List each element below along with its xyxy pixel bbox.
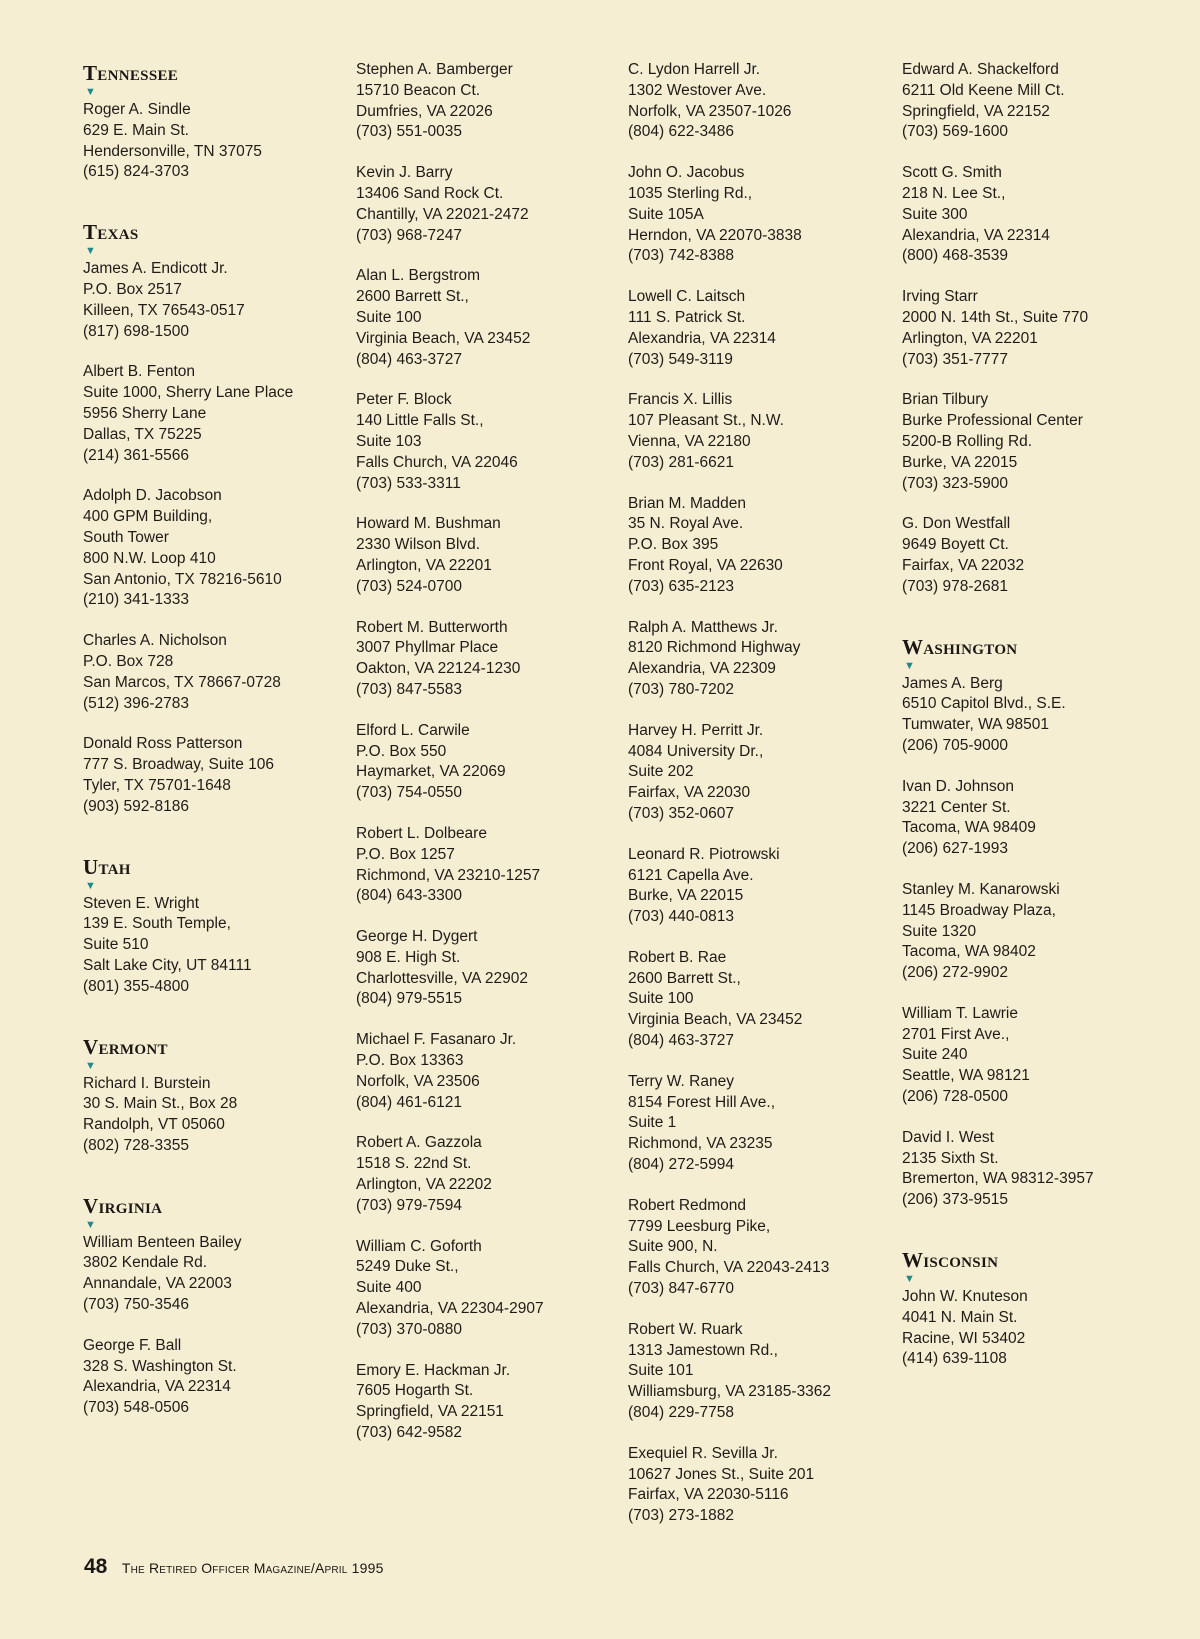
down-triangle-icon: ▼ [85, 1218, 96, 1231]
entry-address-line: Suite 510 [83, 936, 149, 954]
directory-entry [902, 674, 1172, 757]
entry-address-line: Suite 400 [356, 1279, 422, 1297]
directory-column-3 [628, 60, 898, 1563]
directory-entry [356, 1361, 626, 1444]
entry-name: Ralph A. Matthews Jr. [628, 618, 778, 636]
entry-phone: (703) 750-3546 [83, 1296, 189, 1314]
state-section-wisconsin [902, 1247, 1172, 1370]
entry-name: Harvey H. Perritt Jr. [628, 721, 764, 739]
entry-address-line: 3007 Phyllmar Place [356, 639, 499, 657]
entry-address-line: Norfolk, VA 23507-1026 [628, 102, 792, 120]
entry-name: John W. Knuteson [902, 1288, 1028, 1306]
entry-address-line: Tyler, TX 75701-1648 [83, 776, 231, 794]
entry-phone: (804) 622-3486 [628, 123, 734, 141]
entry-address-line: Suite 103 [356, 432, 422, 450]
entry-address-line: Suite 105A [628, 205, 704, 223]
directory-entry [628, 1072, 898, 1176]
entry-name: Albert B. Fenton [83, 363, 196, 381]
entry-address-line: Herndon, VA 22070-3838 [628, 226, 802, 244]
entry-address-line: Suite 100 [356, 308, 422, 326]
page-footer [84, 1555, 384, 1579]
entry-name: Emory E. Hackman Jr. [356, 1361, 511, 1379]
down-triangle-icon: ▼ [904, 659, 915, 672]
entry-phone: (804) 463-3727 [628, 1032, 734, 1050]
entry-address-line: Salt Lake City, UT 84111 [83, 956, 252, 974]
entry-address-line: 3802 Kendale Rd. [83, 1254, 208, 1272]
directory-entry [83, 362, 353, 466]
state-section-texas [83, 219, 353, 817]
entry-address-line: 400 GPM Building, [83, 508, 213, 526]
directory-entry [628, 618, 898, 701]
entry-phone: (703) 548-0506 [83, 1399, 189, 1417]
entry-address-line: 7799 Leesburg Pike, [628, 1217, 771, 1235]
entry-phone: (703) 635-2123 [628, 577, 734, 595]
down-triangle-icon: ▼ [904, 1273, 915, 1286]
entry-address-line: 4084 University Dr., [628, 742, 764, 760]
entry-phone: (804) 272-5994 [628, 1156, 734, 1174]
entry-name: William Benteen Bailey [83, 1233, 242, 1251]
entry-address-line: 5200-B Rolling Rd. [902, 432, 1033, 450]
entry-address-line: Suite 240 [902, 1046, 968, 1064]
state-heading: Virginia [83, 1193, 163, 1218]
entry-address-line: 35 N. Royal Ave. [628, 515, 744, 533]
entry-name: George H. Dygert [356, 928, 478, 946]
entry-address-line: 1518 S. 22nd St. [356, 1155, 472, 1173]
directory-entry [902, 163, 1172, 267]
entry-address-line: Hendersonville, TN 37075 [83, 142, 262, 160]
entry-address-line: Virginia Beach, VA 23452 [628, 1011, 803, 1029]
directory-entry [83, 259, 353, 342]
entry-address-line: Alexandria, VA 22314 [902, 226, 1050, 244]
directory-entry [628, 948, 898, 1052]
entry-name: Robert A. Gazzola [356, 1134, 482, 1152]
entry-address-line: P.O. Box 1257 [356, 845, 455, 863]
entry-address-line: Suite 1000, Sherry Lane Place [83, 384, 294, 402]
directory-entry [902, 60, 1172, 143]
entry-name: Exequiel R. Sevilla Jr. [628, 1444, 778, 1462]
directory-entry [83, 1336, 353, 1419]
directory-entry [83, 100, 353, 183]
entry-address-line: 139 E. South Temple, [83, 915, 231, 933]
entry-name: Robert B. Rae [628, 948, 727, 966]
entry-address-line: Suite 300 [902, 205, 968, 223]
publication-title: The Retired Officer Magazine/April 1995 [121, 1560, 384, 1576]
entry-phone: (804) 461-6121 [356, 1093, 462, 1111]
directory-entry [628, 1444, 898, 1527]
entry-address-line: San Marcos, TX 78667-0728 [83, 673, 281, 691]
entry-phone: (801) 355-4800 [83, 977, 189, 995]
entry-address-line: 6121 Capella Ave. [628, 866, 754, 884]
entry-address-line: 328 S. Washington St. [83, 1357, 237, 1375]
entry-name: Steven E. Wright [83, 894, 200, 912]
entry-name: Adolph D. Jacobson [83, 487, 222, 505]
directory-column-4 [902, 60, 1172, 1406]
entry-address-line: 2000 N. 14th St., Suite 770 [902, 308, 1089, 326]
entry-address-line: 10627 Jones St., Suite 201 [628, 1465, 815, 1483]
entry-address-line: 777 S. Broadway, Suite 106 [83, 756, 275, 774]
entry-phone: (206) 728-0500 [902, 1088, 1008, 1106]
directory-entry [628, 494, 898, 598]
entry-phone: (703) 351-7777 [902, 350, 1008, 368]
down-triangle-icon: ▼ [85, 86, 96, 98]
entry-address-line: P.O. Box 13363 [356, 1052, 464, 1070]
entry-name: Robert W. Ruark [628, 1320, 743, 1338]
entry-address-line: 2600 Barrett St., [356, 288, 469, 306]
entry-name: John O. Jacobus [628, 164, 745, 182]
entry-phone: (703) 979-7594 [356, 1196, 462, 1214]
entry-phone: (703) 754-0550 [356, 784, 462, 802]
directory-entry [83, 734, 353, 817]
directory-entry [902, 777, 1172, 860]
entry-name: Lowell C. Laitsch [628, 288, 746, 306]
directory-entry [628, 163, 898, 267]
entry-address-line: Falls Church, VA 22046 [356, 453, 518, 471]
directory-entry [356, 927, 626, 1010]
entry-address-line: Tumwater, WA 98501 [902, 716, 1050, 734]
entry-address-line: San Antonio, TX 78216-5610 [83, 570, 282, 588]
entry-address-line: Vienna, VA 22180 [628, 432, 751, 450]
entry-address-line: Killeen, TX 76543-0517 [83, 301, 245, 319]
entry-name: Donald Ross Patterson [83, 735, 243, 753]
state-section-continued [902, 60, 1172, 598]
entry-name: Stephen A. Bamberger [356, 61, 513, 78]
entry-address-line: Burke, VA 22015 [902, 453, 1018, 471]
entry-address-line: Dallas, TX 75225 [83, 425, 202, 443]
entry-address-line: Fairfax, VA 22032 [902, 556, 1025, 574]
entry-phone: (703) 742-8388 [628, 247, 734, 265]
directory-entry [356, 824, 626, 907]
entry-address-line: Fairfax, VA 22030 [628, 784, 751, 802]
directory-entry [83, 631, 353, 714]
entry-address-line: Alexandria, VA 22309 [628, 660, 776, 678]
directory-entry [628, 1320, 898, 1424]
entry-phone: (206) 373-9515 [902, 1191, 1008, 1209]
entry-phone: (802) 728-3355 [83, 1136, 189, 1154]
entry-address-line: Tacoma, WA 98409 [902, 819, 1036, 837]
entry-name: Scott G. Smith [902, 164, 1002, 182]
entry-address-line: 1035 Sterling Rd., [628, 184, 753, 202]
directory-entry [628, 845, 898, 928]
state-heading: Vermont [83, 1034, 168, 1059]
directory-entry [628, 390, 898, 473]
entry-address-line: 13406 Sand Rock Ct. [356, 184, 504, 202]
state-section-tennessee [83, 60, 353, 183]
entry-phone: (214) 361-5566 [83, 446, 189, 464]
entry-phone: (703) 968-7247 [356, 226, 462, 244]
entry-address-line: Springfield, VA 22152 [902, 102, 1050, 120]
entry-phone: (703) 642-9582 [356, 1424, 462, 1442]
entry-address-line: Virginia Beach, VA 23452 [356, 329, 531, 347]
entry-phone: (703) 569-1600 [902, 123, 1008, 141]
entry-phone: (804) 463-3727 [356, 350, 462, 368]
directory-entry [356, 618, 626, 701]
entry-address-line: Falls Church, VA 22043-2413 [628, 1259, 830, 1277]
directory-entry [902, 1128, 1172, 1211]
directory-entry [356, 514, 626, 597]
directory-entry [356, 390, 626, 494]
directory-column-2 [356, 60, 626, 1480]
state-heading: Wisconsin [902, 1248, 999, 1273]
entry-phone: (703) 440-0813 [628, 908, 734, 926]
entry-address-line: Suite 100 [628, 990, 694, 1008]
entry-address-line: 140 Little Falls St., [356, 412, 484, 430]
entry-address-line: 8120 Richmond Highway [628, 639, 801, 657]
entry-phone: (703) 273-1882 [628, 1507, 734, 1525]
state-heading: Texas [83, 220, 139, 245]
directory-entry [356, 266, 626, 370]
entry-address-line: Chantilly, VA 22021-2472 [356, 205, 529, 223]
entry-address-line: P.O. Box 550 [356, 742, 447, 760]
entry-address-line: 5956 Sherry Lane [83, 404, 207, 422]
entry-phone: (512) 396-2783 [83, 694, 189, 712]
state-heading: Tennessee [83, 61, 179, 85]
entry-address-line: P.O. Box 395 [628, 536, 719, 554]
directory-column-1 [83, 60, 353, 1455]
directory-entry [83, 1233, 353, 1316]
directory-entry [83, 486, 353, 611]
entry-name: Robert Redmond [628, 1196, 747, 1214]
directory-entry [356, 1133, 626, 1216]
entry-name: James A. Berg [902, 674, 1003, 692]
directory-entry [628, 721, 898, 825]
entry-phone: (703) 281-6621 [628, 453, 734, 471]
state-section-utah [83, 854, 353, 998]
entry-address-line: 30 S. Main St., Box 28 [83, 1095, 238, 1113]
entry-name: Howard M. Bushman [356, 515, 501, 533]
entry-address-line: 3221 Center St. [902, 798, 1011, 816]
entry-name: Brian M. Madden [628, 494, 747, 512]
directory-entry [628, 1196, 898, 1300]
directory-entry [83, 1074, 353, 1157]
entry-address-line: 1145 Broadway Plaza, [902, 901, 1056, 919]
entry-name: Stanley M. Kanarowski [902, 880, 1060, 898]
entry-address-line: 2330 Wilson Blvd. [356, 536, 481, 554]
entry-name: Alan L. Bergstrom [356, 267, 481, 285]
entry-address-line: Richmond, VA 23210-1257 [356, 866, 541, 884]
entry-name: David I. West [902, 1128, 994, 1146]
entry-address-line: 908 E. High St. [356, 948, 461, 966]
directory-entry [83, 894, 353, 998]
entry-address-line: P.O. Box 2517 [83, 280, 182, 298]
directory-entry [628, 287, 898, 370]
entry-address-line: Suite 1 [628, 1114, 677, 1132]
entry-address-line: Racine, WI 53402 [902, 1329, 1026, 1347]
entry-address-line: Burke Professional Center [902, 412, 1083, 430]
entry-address-line: 6510 Capitol Blvd., S.E. [902, 695, 1066, 713]
directory-entry [356, 721, 626, 804]
entry-address-line: Seattle, WA 98121 [902, 1067, 1030, 1085]
entry-phone: (703) 352-0607 [628, 804, 734, 822]
entry-phone: (804) 229-7758 [628, 1404, 734, 1422]
entry-name: Robert M. Butterworth [356, 618, 508, 636]
entry-phone: (206) 272-9902 [902, 964, 1008, 982]
down-triangle-icon: ▼ [85, 245, 96, 258]
entry-address-line: 629 E. Main St. [83, 121, 189, 139]
entry-address-line: Springfield, VA 22151 [356, 1403, 504, 1421]
entry-address-line: Randolph, VT 05060 [83, 1116, 225, 1134]
entry-address-line: Charlottesville, VA 22902 [356, 969, 529, 987]
entry-address-line: 1313 Jamestown Rd., [628, 1341, 778, 1359]
entry-name: Michael F. Fasanaro Jr. [356, 1031, 517, 1049]
directory-entry [628, 60, 898, 143]
entry-address-line: 2135 Sixth St. [902, 1149, 999, 1167]
entry-name: George F. Ball [83, 1336, 182, 1354]
entry-phone: (206) 627-1993 [902, 840, 1008, 858]
down-triangle-icon: ▼ [85, 1059, 96, 1072]
entry-address-line: Dumfries, VA 22026 [356, 102, 493, 120]
directory-entry [902, 880, 1172, 984]
entry-address-line: Alexandria, VA 22314 [83, 1378, 231, 1396]
entry-name: Roger A. Sindle [83, 101, 191, 118]
directory-entry [356, 60, 626, 143]
state-section-washington [902, 634, 1172, 1212]
entry-address-line: 4041 N. Main St. [902, 1308, 1018, 1326]
entry-name: William C. Goforth [356, 1237, 482, 1255]
entry-address-line: Alexandria, VA 22304-2907 [356, 1300, 544, 1318]
entry-address-line: 9649 Boyett Ct. [902, 536, 1009, 554]
entry-address-line: 2701 First Ave., [902, 1025, 1010, 1043]
entry-name: William T. Lawrie [902, 1004, 1018, 1022]
entry-address-line: Bremerton, WA 98312-3957 [902, 1170, 1094, 1188]
entry-address-line: Annandale, VA 22003 [83, 1275, 232, 1293]
directory-entry [356, 1237, 626, 1341]
entry-address-line: Fairfax, VA 22030-5116 [628, 1486, 789, 1504]
entry-phone: (703) 847-6770 [628, 1280, 734, 1298]
directory-entry [356, 163, 626, 246]
entry-address-line: 2600 Barrett St., [628, 969, 741, 987]
entry-name: Ivan D. Johnson [902, 777, 1015, 795]
entry-name: Francis X. Lillis [628, 391, 733, 409]
entry-phone: (703) 847-5583 [356, 680, 462, 698]
entry-address-line: Front Royal, VA 22630 [628, 556, 783, 574]
state-section-vermont [83, 1034, 353, 1157]
state-section-virginia [83, 1193, 353, 1419]
entry-name: Robert L. Dolbeare [356, 824, 487, 842]
entry-name: C. Lydon Harrell Jr. [628, 61, 761, 78]
entry-phone: (615) 824-3703 [83, 163, 189, 181]
down-triangle-icon: ▼ [85, 879, 96, 892]
entry-address-line: Tacoma, WA 98402 [902, 943, 1036, 961]
entry-address-line: 7605 Hogarth St. [356, 1382, 474, 1400]
entry-name: Leonard R. Piotrowski [628, 845, 780, 863]
entry-address-line: 800 N.W. Loop 410 [83, 549, 216, 567]
entry-name: Brian Tilbury [902, 391, 989, 409]
directory-entry [902, 287, 1172, 370]
entry-address-line: 5249 Duke St., [356, 1258, 459, 1276]
state-section-continued [356, 60, 626, 1444]
directory-entry [902, 1004, 1172, 1108]
entry-phone: (804) 979-5515 [356, 990, 462, 1008]
entry-phone: (703) 780-7202 [628, 680, 734, 698]
entry-phone: (703) 533-3311 [356, 474, 461, 492]
directory-entry [902, 514, 1172, 597]
entry-phone: (210) 341-1333 [83, 591, 189, 609]
entry-address-line: Arlington, VA 22201 [356, 556, 492, 574]
entry-phone: (703) 551-0035 [356, 123, 462, 141]
entry-name: Peter F. Block [356, 391, 452, 409]
entry-phone: (703) 370-0880 [356, 1320, 462, 1338]
entry-address-line: Arlington, VA 22201 [902, 329, 1038, 347]
entry-address-line: P.O. Box 728 [83, 652, 174, 670]
entry-address-line: 8154 Forest Hill Ave., [628, 1093, 776, 1111]
entry-address-line: 111 S. Patrick St. [628, 308, 746, 326]
entry-name: Charles A. Nicholson [83, 632, 227, 650]
entry-address-line: Alexandria, VA 22314 [628, 329, 776, 347]
entry-phone: (703) 524-0700 [356, 577, 462, 595]
entry-phone: (903) 592-8186 [83, 797, 189, 815]
entry-name: Edward A. Shackelford [902, 61, 1059, 78]
entry-address-line: 1302 Westover Ave. [628, 81, 767, 99]
directory-entry [902, 1287, 1172, 1370]
entry-phone: (817) 698-1500 [83, 322, 189, 340]
entry-address-line: 15710 Beacon Ct. [356, 81, 481, 99]
page-number: 48 [84, 1555, 108, 1578]
entry-address-line: 6211 Old Keene Mill Ct. [902, 81, 1065, 99]
entry-name: Richard I. Burstein [83, 1074, 211, 1092]
entry-name: Terry W. Raney [628, 1072, 734, 1090]
state-heading: Washington [902, 634, 1018, 659]
entry-address-line: Williamsburg, VA 23185-3362 [628, 1383, 832, 1401]
entry-address-line: Haymarket, VA 22069 [356, 763, 506, 781]
entry-address-line: Norfolk, VA 23506 [356, 1072, 480, 1090]
entry-phone: (703) 549-3119 [628, 350, 733, 368]
entry-name: James A. Endicott Jr. [83, 260, 228, 278]
entry-address-line: 218 N. Lee St., [902, 184, 1006, 202]
entry-phone: (703) 978-2681 [902, 577, 1008, 595]
entry-name: Kevin J. Barry [356, 164, 453, 182]
entry-address-line: South Tower [83, 528, 169, 546]
entry-address-line: Burke, VA 22015 [628, 887, 744, 905]
entry-name: Elford L. Carwile [356, 721, 470, 739]
entry-name: Irving Starr [902, 288, 978, 306]
state-heading: Utah [83, 854, 131, 879]
entry-address-line: Oakton, VA 22124-1230 [356, 660, 521, 678]
entry-address-line: 107 Pleasant St., N.W. [628, 412, 784, 430]
entry-address-line: Richmond, VA 23235 [628, 1135, 773, 1153]
entry-phone: (414) 639-1108 [902, 1350, 1007, 1368]
entry-address-line: Suite 1320 [902, 922, 977, 940]
entry-phone: (703) 323-5900 [902, 474, 1008, 492]
entry-address-line: Suite 202 [628, 763, 694, 781]
entry-phone: (206) 705-9000 [902, 736, 1008, 754]
entry-address-line: Suite 101 [628, 1362, 694, 1380]
entry-phone: (800) 468-3539 [902, 247, 1008, 265]
entry-address-line: Arlington, VA 22202 [356, 1176, 492, 1194]
entry-name: G. Don Westfall [902, 515, 1011, 533]
entry-phone: (804) 643-3300 [356, 887, 462, 905]
directory-entry [356, 1030, 626, 1113]
entry-address-line: Suite 900, N. [628, 1238, 718, 1256]
directory-entry [902, 390, 1172, 494]
state-section-continued [628, 60, 898, 1527]
